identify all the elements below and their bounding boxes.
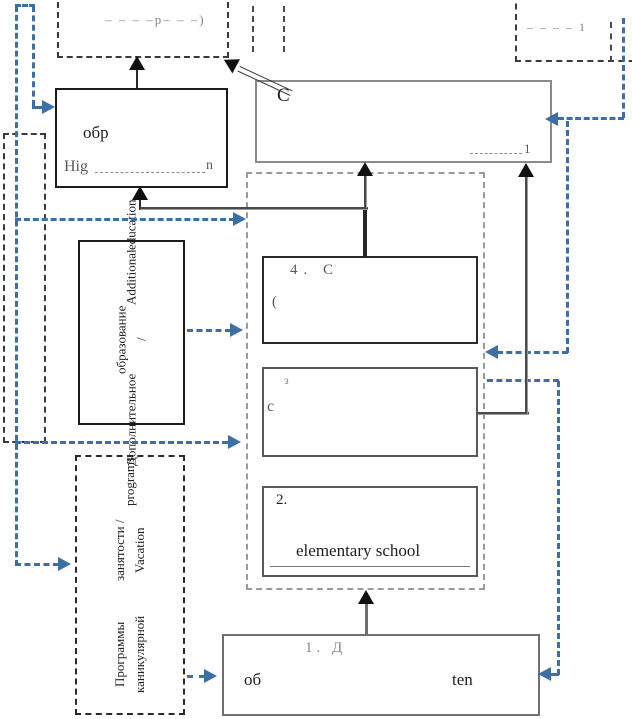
kindergarten-fragment-3: ten [452, 670, 473, 689]
elementary-inner-rule [270, 566, 470, 567]
label-line: Программы каникулярной [111, 615, 147, 693]
arrowhead-into-school-upper [233, 212, 246, 226]
blue-right-branch-vertical [566, 121, 569, 353]
arrowhead-into-school-right [485, 345, 498, 359]
label-line: education [123, 199, 139, 250]
kindergarten-fragment-1: 1. Д [305, 640, 347, 656]
line-basicschool-to-vocational [525, 177, 528, 414]
faded-text-line [95, 172, 205, 173]
box-vacation-programs [75, 455, 185, 715]
elementary-school-label: elementary school [296, 541, 421, 560]
employment-top-faded-text: – – – –р– – –) [105, 12, 206, 27]
label-line: Дополнительное [123, 373, 139, 466]
box-elementary-school [262, 486, 478, 577]
arrowhead-up-into-top-box [129, 56, 145, 70]
arrowhead-into-vocational [545, 112, 558, 126]
label-line: programs [121, 457, 137, 507]
blue-branch-middle [15, 441, 228, 444]
blue-line-to-higher-ed [32, 6, 35, 106]
box-left-faded-empty [3, 133, 46, 443]
arrowhead-into-vocational-bottom-right [518, 163, 534, 177]
line-basicschool-horizontal [478, 412, 529, 415]
blue-branch-upper [15, 218, 235, 221]
label-line: занятости / Vacation [111, 519, 147, 582]
arrowhead-vacation-into-kindergarten [204, 669, 217, 683]
blue-line-additional-to-school [187, 329, 231, 332]
label-line: образование / [113, 305, 149, 374]
box-vocational [255, 80, 552, 163]
label-line: Additional [123, 249, 139, 306]
vocational-fragment-right: 1 [524, 141, 531, 156]
arrowhead-into-vacation-programs [58, 557, 71, 571]
high-school-fragment-1: 4. С [290, 262, 340, 278]
blue-branch-to-vacation [15, 563, 59, 566]
line-higher-ed-to-top [136, 70, 138, 88]
line-highschool-to-vocational [364, 176, 367, 208]
higher-education-fragment-en-right: n [206, 158, 213, 173]
additional-education-label [80, 199, 183, 466]
arrowhead-into-school-bottom [358, 590, 374, 604]
blue-right-vertical-top [622, 18, 625, 118]
higher-education-fragment-en-left: Hig [64, 158, 88, 175]
line-highschool-stem [363, 210, 367, 257]
arrowhead-into-higher-education [42, 100, 55, 114]
blue-school-to-kindergarten-h1 [487, 379, 559, 382]
box-basic-school [262, 367, 478, 457]
arrowhead-into-vocational-bottom-left [357, 162, 373, 176]
box-employment-top [57, 0, 229, 58]
blue-school-to-kindergarten-v [557, 381, 560, 675]
line-kindergarten-to-school [365, 604, 368, 634]
elementary-school-fragment-1: 2. [276, 492, 288, 508]
basic-school-fragment-1: з [284, 373, 289, 387]
arrowhead-additional-into-school [230, 323, 243, 337]
arrowhead-into-school-middle [228, 435, 241, 449]
top-right-faded-text: – – – – 1 [527, 20, 587, 34]
high-school-fragment-2: ( [272, 294, 277, 310]
blue-right-branch-horizontal [497, 351, 568, 354]
blue-trunk-line [15, 6, 18, 566]
box-additional-education [78, 199, 185, 466]
basic-school-fragment-2: с [267, 398, 275, 415]
dashed-stub-right [283, 6, 285, 52]
kindergarten-fragment-2: об [244, 670, 262, 689]
top-right-inner-stub [610, 22, 612, 62]
blue-right-horizontal-top [558, 117, 624, 120]
arrowhead-into-higher-ed-bottom [132, 186, 148, 200]
vacation-programs-label [77, 457, 183, 713]
blue-line-vacation-to-kindergarten [187, 675, 205, 678]
box-kindergarten [222, 634, 540, 716]
faded-text-line [470, 153, 522, 154]
arrowhead-into-kindergarten-right [538, 667, 551, 681]
line-highschool-horizontal [140, 207, 368, 210]
dashed-stub-left [252, 6, 254, 52]
vocational-fragment-left: С [277, 85, 290, 106]
higher-education-fragment-ru: обр [83, 123, 109, 142]
